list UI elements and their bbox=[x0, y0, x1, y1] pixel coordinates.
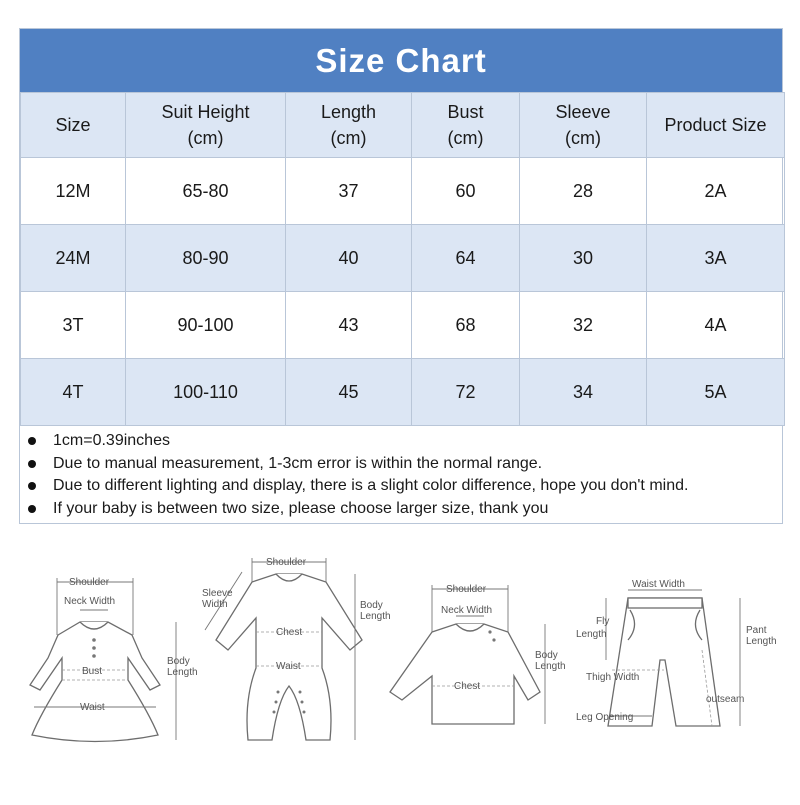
cell-length: 45 bbox=[286, 359, 412, 426]
dress-body-length-label-1: Body bbox=[167, 656, 190, 667]
pants-diagram bbox=[576, 579, 777, 726]
dress-diagram bbox=[30, 577, 198, 742]
bullet-icon bbox=[28, 505, 36, 513]
table-header-row bbox=[21, 93, 785, 158]
table-row bbox=[21, 359, 785, 426]
note-item: If your baby is between two size, please choose larger size, thank you bbox=[28, 498, 782, 521]
diagrams-svg bbox=[0, 540, 800, 800]
shirt-body-length-label-2: Length bbox=[535, 661, 566, 672]
measurement-diagrams bbox=[0, 540, 800, 800]
cell-bust: 60 bbox=[412, 158, 520, 225]
dress-bust-label: Bust bbox=[82, 666, 103, 677]
cell-product-size: 2A bbox=[647, 158, 785, 225]
header-length: Length (cm) bbox=[286, 93, 412, 158]
shirt-shoulder-label: Shoulder bbox=[446, 584, 487, 595]
romper-sleeve-width-label-1: Sleeve bbox=[202, 588, 233, 599]
pants-leg-opening-label: Leg Opening bbox=[576, 712, 634, 723]
shirt-chest-label: Chest bbox=[454, 681, 481, 692]
header-sleeve: Sleeve (cm) bbox=[520, 93, 647, 158]
header-bust: Bust (cm) bbox=[412, 93, 520, 158]
cell-bust: 64 bbox=[412, 225, 520, 292]
cell-length: 37 bbox=[286, 158, 412, 225]
header-product-size: Product Size bbox=[647, 93, 785, 158]
note-item: Due to manual measurement, 1-3cm error is within the normal range. bbox=[28, 453, 782, 476]
shirt-diagram bbox=[390, 584, 566, 724]
dress-body-length-label-2: Length bbox=[167, 667, 198, 678]
size-chart bbox=[19, 28, 783, 524]
pants-outseam-label: outseam bbox=[706, 694, 745, 705]
cell-bust: 68 bbox=[412, 292, 520, 359]
pants-thigh-width-label: Thigh Width bbox=[586, 672, 640, 683]
note-item: Due to different lighting and display, there is a slight color difference, hope you don't mind. bbox=[28, 475, 782, 498]
pants-length-label-1: Pant bbox=[746, 625, 767, 636]
romper-outline-icon bbox=[216, 574, 362, 740]
romper-diagram bbox=[202, 557, 391, 740]
cell-sleeve: 28 bbox=[520, 158, 647, 225]
cell-product-size: 4A bbox=[647, 292, 785, 359]
cell-size: 12M bbox=[21, 158, 126, 225]
romper-sleeve-width-label-2: Width bbox=[202, 599, 228, 610]
cell-suit-height: 100-110 bbox=[126, 359, 286, 426]
shirt-outline-icon bbox=[390, 624, 540, 724]
cell-sleeve: 34 bbox=[520, 359, 647, 426]
pants-fly-length-label-2: Length bbox=[576, 629, 607, 640]
dress-waist-label: Waist bbox=[80, 702, 105, 713]
pants-length-label-2: Length bbox=[746, 636, 777, 647]
shirt-neck-width-label: Neck Width bbox=[441, 605, 493, 616]
bullet-icon bbox=[28, 437, 36, 445]
cell-length: 43 bbox=[286, 292, 412, 359]
cell-bust: 72 bbox=[412, 359, 520, 426]
chart-title: Size Chart bbox=[20, 29, 782, 92]
romper-waist-label: Waist bbox=[276, 661, 301, 672]
shirt-body-length-label-1: Body bbox=[535, 650, 558, 661]
cell-suit-height: 80-90 bbox=[126, 225, 286, 292]
cell-size: 4T bbox=[21, 359, 126, 426]
pants-waist-width-label: Waist Width bbox=[632, 579, 685, 590]
cell-sleeve: 32 bbox=[520, 292, 647, 359]
dress-shoulder-label: Shoulder bbox=[69, 577, 110, 588]
bullet-icon bbox=[28, 482, 36, 490]
cell-product-size: 5A bbox=[647, 359, 785, 426]
notes-list bbox=[20, 426, 782, 523]
romper-shoulder-label: Shoulder bbox=[266, 557, 307, 568]
romper-body-length-label-2: Length bbox=[360, 611, 391, 622]
dress-neck-width-label: Neck Width bbox=[64, 596, 116, 607]
header-suit-height: Suit Height (cm) bbox=[126, 93, 286, 158]
bullet-icon bbox=[28, 460, 36, 468]
cell-length: 40 bbox=[286, 225, 412, 292]
size-table bbox=[20, 92, 785, 426]
table-row bbox=[21, 158, 785, 225]
romper-body-length-label-1: Body bbox=[360, 600, 383, 611]
table-row bbox=[21, 292, 785, 359]
header-size: Size bbox=[21, 93, 126, 158]
note-item: 1cm=0.39inches bbox=[28, 430, 782, 453]
cell-size: 3T bbox=[21, 292, 126, 359]
table-row bbox=[21, 225, 785, 292]
cell-size: 24M bbox=[21, 225, 126, 292]
romper-chest-label: Chest bbox=[276, 627, 303, 638]
cell-sleeve: 30 bbox=[520, 225, 647, 292]
cell-product-size: 3A bbox=[647, 225, 785, 292]
cell-suit-height: 65-80 bbox=[126, 158, 286, 225]
pants-fly-length-label-1: Fly bbox=[596, 616, 610, 627]
cell-suit-height: 90-100 bbox=[126, 292, 286, 359]
pants-waistband bbox=[628, 598, 702, 608]
